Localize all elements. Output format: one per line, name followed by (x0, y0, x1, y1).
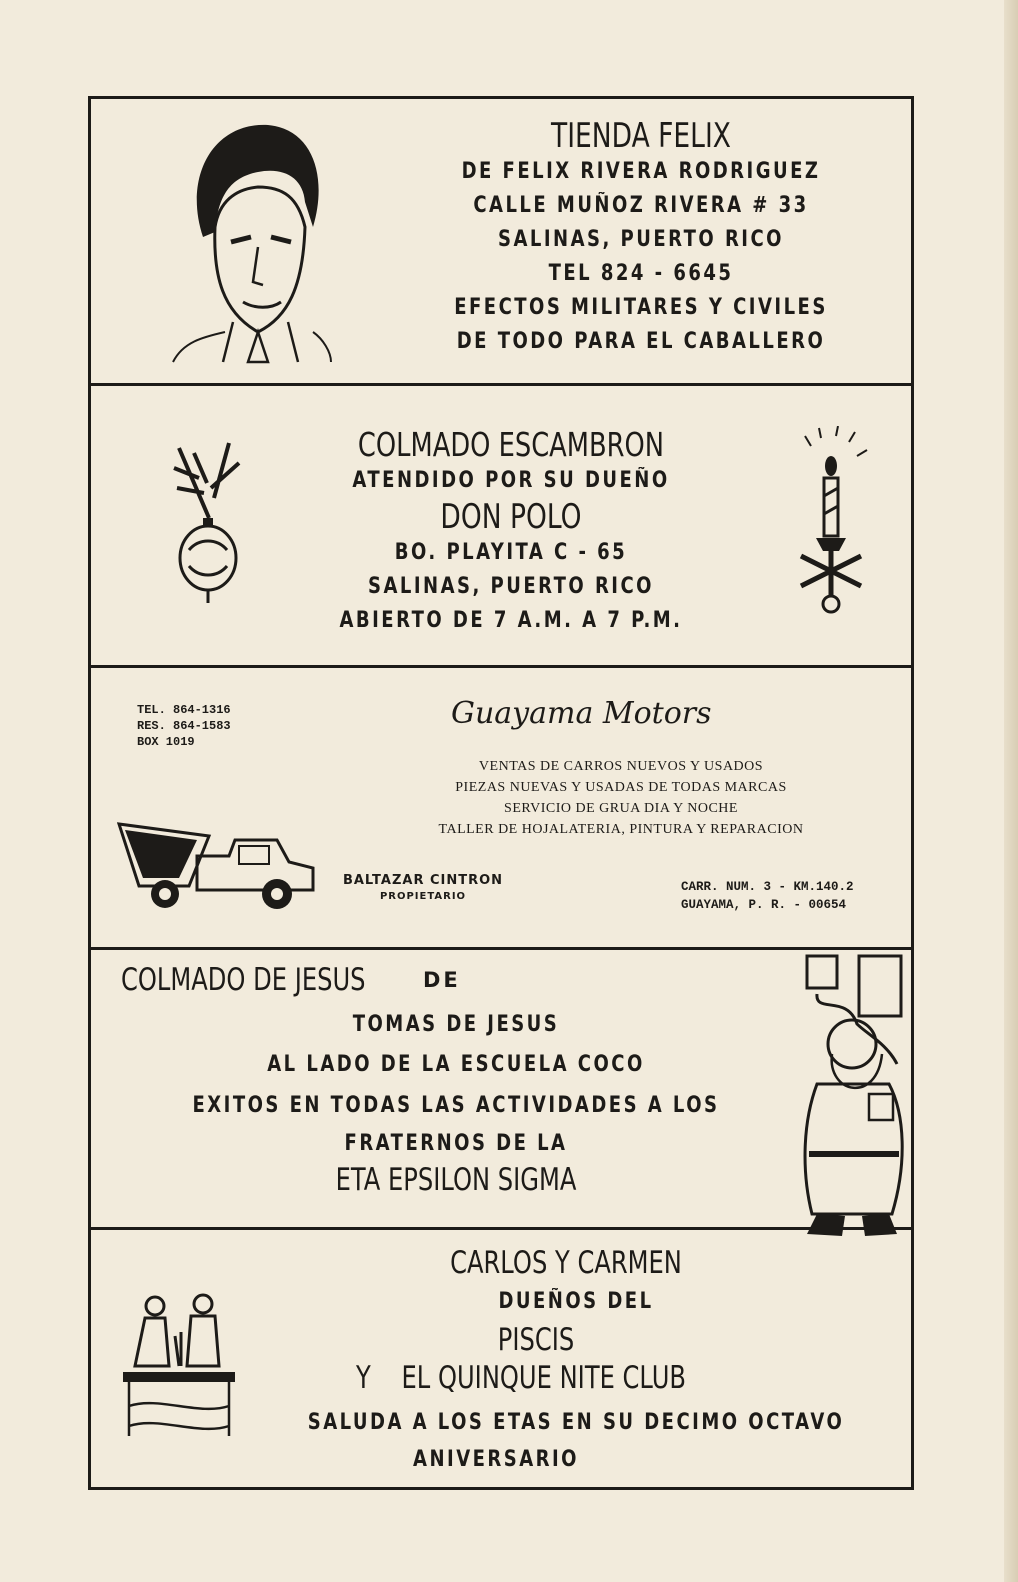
ad-colmado-escambron (91, 383, 911, 665)
ad2-owner: DON POLO (440, 497, 582, 537)
ad2-line4: ABIERTO DE 7 A.M. A 7 P.M. (339, 608, 683, 633)
owner-block (323, 872, 523, 904)
address-block (681, 878, 854, 914)
candle-icon (791, 426, 871, 616)
service-line: SERVICIO DE GRUA DIA Y NOCHE (504, 801, 738, 816)
ad4-title: COLMADO DE JESUS (121, 962, 366, 998)
ad1-line: DE FELIX RIVERA RODRIGUEZ (461, 159, 821, 184)
ad1-line: DE TODO PARA EL CABALLERO (456, 329, 826, 354)
ad2-line1: ATENDIDO POR SU DUEÑO (352, 468, 670, 493)
ad4-title-suffix: DE (423, 968, 461, 992)
santa-claus-illustration (797, 954, 912, 1244)
ad5-title: CARLOS Y CARMEN (450, 1245, 682, 1281)
ad4-title-row (121, 962, 461, 998)
man-portrait-illustration (163, 117, 333, 367)
advertisement-page (88, 96, 914, 1490)
ad5-line1: DUEÑOS DEL (498, 1289, 654, 1314)
tow-truck-illustration (117, 820, 317, 912)
ad-guayama-motors (91, 665, 911, 947)
ad1-line: EFECTOS MILITARES Y CIVILES (454, 295, 828, 320)
ad-carlos-y-carmen (91, 1227, 911, 1487)
ad1-line: TEL 824 - 6645 (548, 261, 734, 286)
ad5-venue1: PISCIS (497, 1322, 575, 1358)
ad4-line3: EXITOS EN TODAS LAS ACTIVIDADES A LOS (192, 1093, 720, 1118)
brand-name: Guayama Motors (451, 696, 712, 731)
christmas-ornament-icon (169, 438, 249, 608)
ad2-title: COLMADO ESCAMBRON (357, 425, 665, 464)
ad5-venue2: Y EL QUINQUE NITE CLUB (356, 1360, 686, 1396)
ad2-line3: SALINAS, PUERTO RICO (368, 574, 654, 599)
ad2-line2: BO. PLAYITA C - 65 (394, 540, 628, 565)
service-line: TALLER DE HOJALATERIA, PINTURA Y REPARACION (438, 822, 804, 837)
ad-colmado-de-jesus (91, 947, 911, 1227)
ad-tienda-felix (91, 99, 911, 383)
ad4-line2: AL LADO DE LA ESCUELA COCO (267, 1052, 645, 1077)
ad1-title: TIENDA FELIX (551, 116, 731, 156)
po-box: BOX 1019 (137, 735, 195, 749)
page-edge (1004, 0, 1018, 1582)
ad1-line: SALINAS, PUERTO RICO (498, 227, 784, 252)
bar-scene-illustration (119, 1286, 239, 1446)
address-line: GUAYAMA, P. R. - 00654 (681, 898, 847, 912)
contact-block (137, 702, 231, 750)
address-line: CARR. NUM. 3 - KM.140.2 (681, 880, 854, 894)
service-line: PIEZAS NUEVAS Y USADAS DE TODAS MARCAS (455, 780, 787, 795)
owner-name: BALTAZAR CINTRON (342, 873, 504, 888)
ad4-line4: FRATERNOS DE LA (344, 1131, 568, 1156)
owner-title: PROPIETARIO (379, 891, 467, 902)
ad4-line5: ETA EPSILON SIGMA (335, 1162, 577, 1198)
ad5-line3: ANIVERSARIO (413, 1447, 579, 1472)
service-line: VENTAS DE CARROS NUEVOS Y USADOS (478, 759, 764, 774)
phone-number: TEL. 864-1316 (137, 703, 231, 717)
services-list (371, 756, 871, 840)
residence-number: RES. 864-1583 (137, 719, 231, 733)
ad1-line: CALLE MUÑOZ RIVERA # 33 (473, 193, 809, 218)
ad5-line2: SALUDA A LOS ETAS EN SU DECIMO OCTAVO (307, 1410, 845, 1435)
ad4-line1: TOMAS DE JESUS (352, 1012, 560, 1037)
